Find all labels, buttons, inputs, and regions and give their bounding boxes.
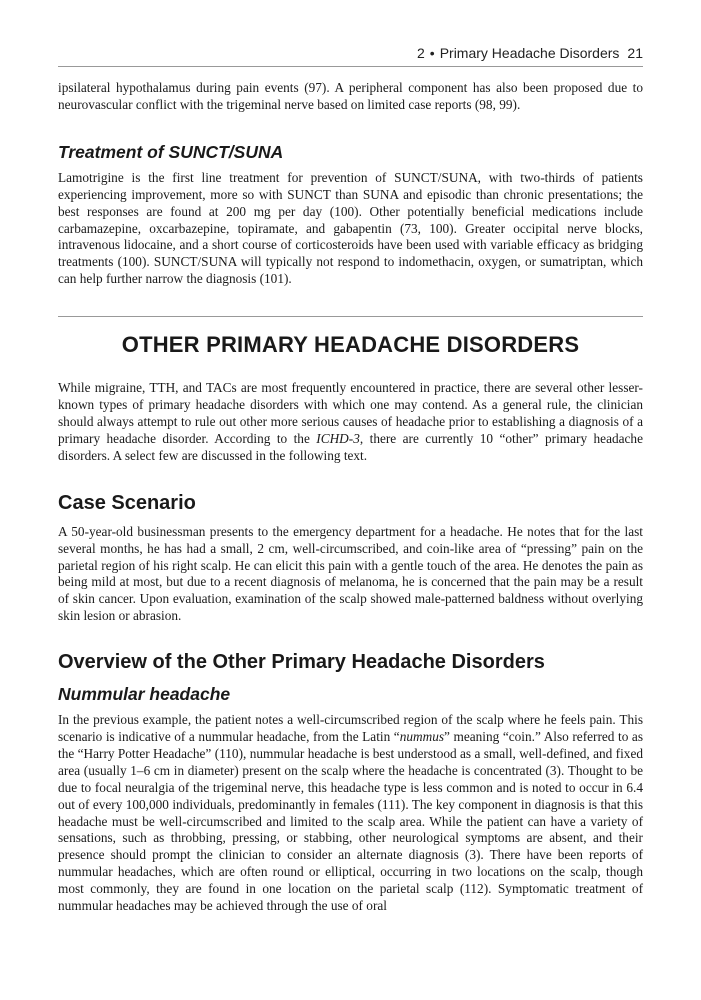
other-disorders-paragraph (58, 380, 643, 465)
nummular-paragraph (58, 712, 643, 915)
other-disorders-text-1: While migraine, TTH, and TACs are most frequently encountered in practice, there are several other lesser-known types of primary headache disorders with which one may contend. As a general rule, the clinician should always attempt to rule out other more serious causes of headache prior to establishing a diagnosis of a primary headache disorder. According to the (58, 380, 643, 446)
nummular-text-2: ” meaning “coin.” Also referred to as the “Harry Potter Headache” (110), nummular headache is best understood as a small, well-defined, and fixed area (usually 1–6 cm in diameter) present on the scalp where the headache is concentrated (3). Thought to be due to focal neuralgia of the trigeminal nerve, this headache type is less common and is noted to occur in 6.4 out of every 100,000 individuals, predominantly in females (111). The key component in diagnosis is that this headache must be well-circumscribed and limited to the scalp area. While the patient can have a variety of sensations, such as throbbing, pressing, or stabbing, other neurological symptoms are absent, and their presence should prompt the clinician to consider an alternate diagnosis (3). There have been reports of nummular headaches, which are often round or elliptical, occurring in two locations on the scalp, though most commonly, they are found in one location on the parietal scalp (112). Symptomatic treatment of nummular headaches may be achieved through the use of oral (58, 729, 643, 914)
header-rule (58, 66, 643, 67)
other-disorders-italic: ICHD-3 (316, 430, 360, 446)
other-disorders-heading: OTHER PRIMARY HEADACHE DISORDERS (121, 332, 580, 358)
intro-paragraph: ipsilateral hypothalamus during pain events (97). A peripheral component has also been proposed due to neurovascular conflict with the trigeminal nerve based on limited case reports (98, 99). (58, 80, 643, 112)
section-divider (58, 316, 643, 317)
running-header (58, 44, 643, 62)
other-disorders-text-2: , there are currently 10 “other” primary headache disorders. A select few are discussed in the following text. (58, 430, 643, 463)
overview-heading: Overview of the Other Primary Headache Disorders (58, 651, 545, 674)
case-scenario-heading: Case Scenario (58, 491, 196, 514)
header-separator: • (429, 45, 435, 61)
nummular-text-1: In the previous example, the patient notes a well-circumscribed region of the scalp where he feels pain. This scenario is indicative of a nummular headache, from the Latin “ (58, 712, 643, 745)
case-scenario-paragraph: A 50-year-old businessman presents to the emergency department for a headache. He notes that for the last several months, he has had a small, 2 cm, well-circumscribed, and coin-like area of “pressing” pain on the parietal region of his right scalp. He can elicit this pain with a gentle touch of the area. He denotes the pain as being mild at most, but due to a recent diagnosis of melanoma, he is concerned that the pain may be a result of skin cancer. Upon evaluation, examination of the scalp showed male-patterned baldness without overlying skin lesion or abrasion. (58, 523, 643, 624)
chapter-number: 2 (416, 45, 425, 61)
treatment-heading: Treatment of SUNCT/SUNA (58, 141, 284, 162)
treatment-paragraph: Lamotrigine is the first line treatment for prevention of SUNCT/SUNA, with two-thirds of patients experiencing improvement, more so with SUNCT than SUNA and episodic than chronic presentations; the best responses are found at 200 mg per day (100). Other potentially beneficial medications include carbamazepine, oxcarbazepine, topiramate, and gabapentin (73, 100). Greater occipital nerve blocks, intravenous lidocaine, and a short course of corticosteroids have been used with variable efficacy as bridging treatments (100). SUNCT/SUNA will typically not respond to indomethacin, oxygen, or sumatriptan, which can help further narrow the diagnosis (101). (58, 169, 643, 287)
nummular-heading: Nummular headache (58, 684, 231, 705)
nummular-italic: nummus (399, 729, 445, 745)
chapter-title: Primary Headache Disorders (439, 45, 620, 61)
page-content (58, 80, 643, 915)
page-number: 21 (627, 45, 643, 61)
